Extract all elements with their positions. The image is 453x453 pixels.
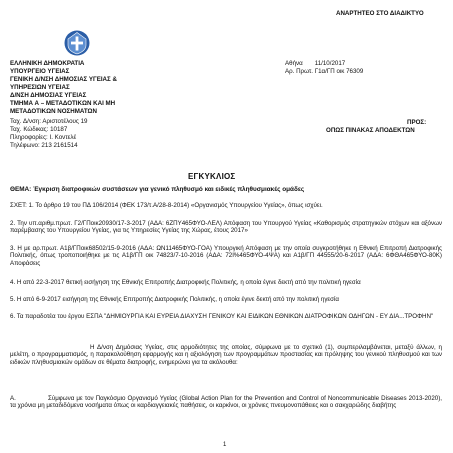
subject-line: ΘΕΜΑ: Έγκριση διατροφικών συστάσεων για γενικό πληθυσμό και ειδικές πληθυσμιακές ομάδες [10,186,305,193]
place-date: Αθήνα 11/10/2017 [285,60,346,67]
reference-6: 6. Τα παραδοτέα του έργου ΕΣΠΑ "ΔΗΜΙΟΥΡΓΙΑ ΚΑΙ ΕΥΡΕΙΑ ΔΙΑΧΥΣΗ ΓΕΝΙΚΟΥ ΚΑΙ ΕΙΔΙΚΩΝ ΕΘΝΙΚΩΝ ΔΙΑΤΡΟΦΙΚΩΝ ΟΔΗΓΩΝ - ΕΥ ΔΙΑ...ΤΡΟΦΗΝ" [10,313,434,320]
point-a-label: Α. [10,395,16,402]
page-number: 1 [223,442,227,448]
sender-line-6: ΤΜΗΜΑ Α – ΜΕΤΑΔΟΤΙΚΩΝ ΚΑΙ ΜΗ [10,100,116,107]
reference-4: 4. Η από 22-3-2017 θετική εισήγηση της Εθνικής Επιτροπής Διατροφικής Πολιτικής, η οποία έγινε δεκτή από την πολιτική ηγεσία [10,279,361,286]
document-title: ΕΓΚΥΚΛΙΟΣ [188,172,236,181]
reference-5: 5. Η από 6-9-2017 εισήγηση της Εθνικής Επιτροπής Διατροφικής Πολιτικής, η οποία έγινε δεκτή από την πολιτική ηγεσία [10,296,339,303]
sender-line-7: ΜΕΤΑΔΟΤΙΚΩΝ ΝΟΣΗΜΑΤΩΝ [10,108,97,115]
sender-line-2: ΥΠΟΥΡΓΕΙΟ ΥΓΕΙΑΣ [10,68,70,75]
protocol-number: Αρ. Πρωτ. Γ1α/ΓΠ οικ 76309 [285,68,364,75]
contact-postcode: Ταχ. Κώδικας: 10187 [10,126,68,133]
reference-1: ΣΧΕΤ: 1. Το άρθρο 19 του ΠΔ 106/2014 (ΦΕΚ 173/τ.Α/28-8-2014) «Οργανισμός Υπουργείου Υγείας», όπως ισχύει. [10,202,323,209]
body-paragraph: Η Δ/νση Δημόσιας Υγείας, στις αρμοδιότητες της οποίας, σύμφωνα με το σχετικό (1), συμπεριλαμβάνεται, μεταξύ άλλων, η μελέτη, ο προγραμματισμός, η παρακολούθηση εφαρμογής και η αξιολόγηση των προγραμμάτων προστασίας και πρόληψης του γενικού πληθυσμού και των ειδικών πληθυσμιακών ομάδων σε θέματα διατροφής, ενημερώνει για τα ακόλουθα: [10,344,442,366]
recipient-label: ΠΡΟΣ: [407,119,427,126]
reference-2: 2. Την υπ.αριθμ.πρωτ. Γ2/ΓΠοικ20930/17-3-2017 (ΑΔΑ: 6ΖΠΥ465ΦΥΟ-ΛΕΛ) Απόφαση του Υπουργού Υγείας «Καθορισμός στρατηγικών στόχων και αξόνων παρέμβασης του Υπουργείου Υγείας, για τις Υπηρεσίες Υγείας της Χώρας, έτους 2017» [10,220,442,235]
hellenic-republic-emblem-icon [64,30,90,56]
contact-info-person: Πληροφορίες: Ι. Κοντελέ [10,134,77,141]
publish-note: ΑΝΑΡΤΗΤΕΟ ΣΤΟ ΔΙΑΔΙΚΤΥΟ [336,10,424,17]
recipient-value: ΟΠΩΣ ΠΙΝΑΚΑΣ ΑΠΟΔΕΚΤΩΝ [326,127,415,134]
reference-3: 3. Η με αρ.πρωτ. Α1β/ΓΠοικ68502/15-9-2016 (ΑΔΑ: ΩΝ11465ΦΥΟ-ΓΟΑ) Υπουργική Απόφαση με την οποία συγκροτήθηκε η Εθνική Επιτροπή Διατροφικής Πολιτικής, όπως τροποποιήθηκε με τις Α1β/ΓΠ οικ 74823/7-10-2016 (ΑΔΑ: 72Ι%465ΦΥΟ-4ΨΑ) και Α1β/ΓΠ 44555/20-6-2017 (ΑΔΑ: 6ΦΘΑ465ΦΥΟ-80Κ) Αποφάσεις [10,245,442,267]
sender-line-3: ΓΕΝΙΚΗ Δ/ΝΣΗ ΔΗΜΟΣΙΑΣ ΥΓΕΙΑΣ & [10,76,117,83]
sender-line-4: ΥΠΗΡΕΣΙΩΝ ΥΓΕΙΑΣ [10,84,70,91]
sender-line-5: Δ/ΝΣΗ ΔΗΜΟΣΙΑΣ ΥΓΕΙΑΣ [10,92,87,99]
sender-line-1: ΕΛΛΗΝΙΚΗ ΔΗΜΟΚΡΑΤΙΑ [10,60,85,67]
point-a-text: Σύμφωνα με τον Παγκόσμιο Οργανισμό Υγείας (Global Action Plan for the Prevention and Control of Noncommunicable Diseases 2013-2020), τα χρόνια μη μεταδιδόμενα νοσήματα όπως οι καρδιαγγειακές παθήσεις, οι καρκίνοι, οι χρόνιες πνευμονοπάθειες και ο σακχαρώδης διαβήτης [10,395,442,410]
contact-phone: Τηλέφωνο: 213 2161514 [10,142,78,149]
contact-address: Ταχ. Δ/νση: Αριστοτέλους 19 [10,118,88,125]
